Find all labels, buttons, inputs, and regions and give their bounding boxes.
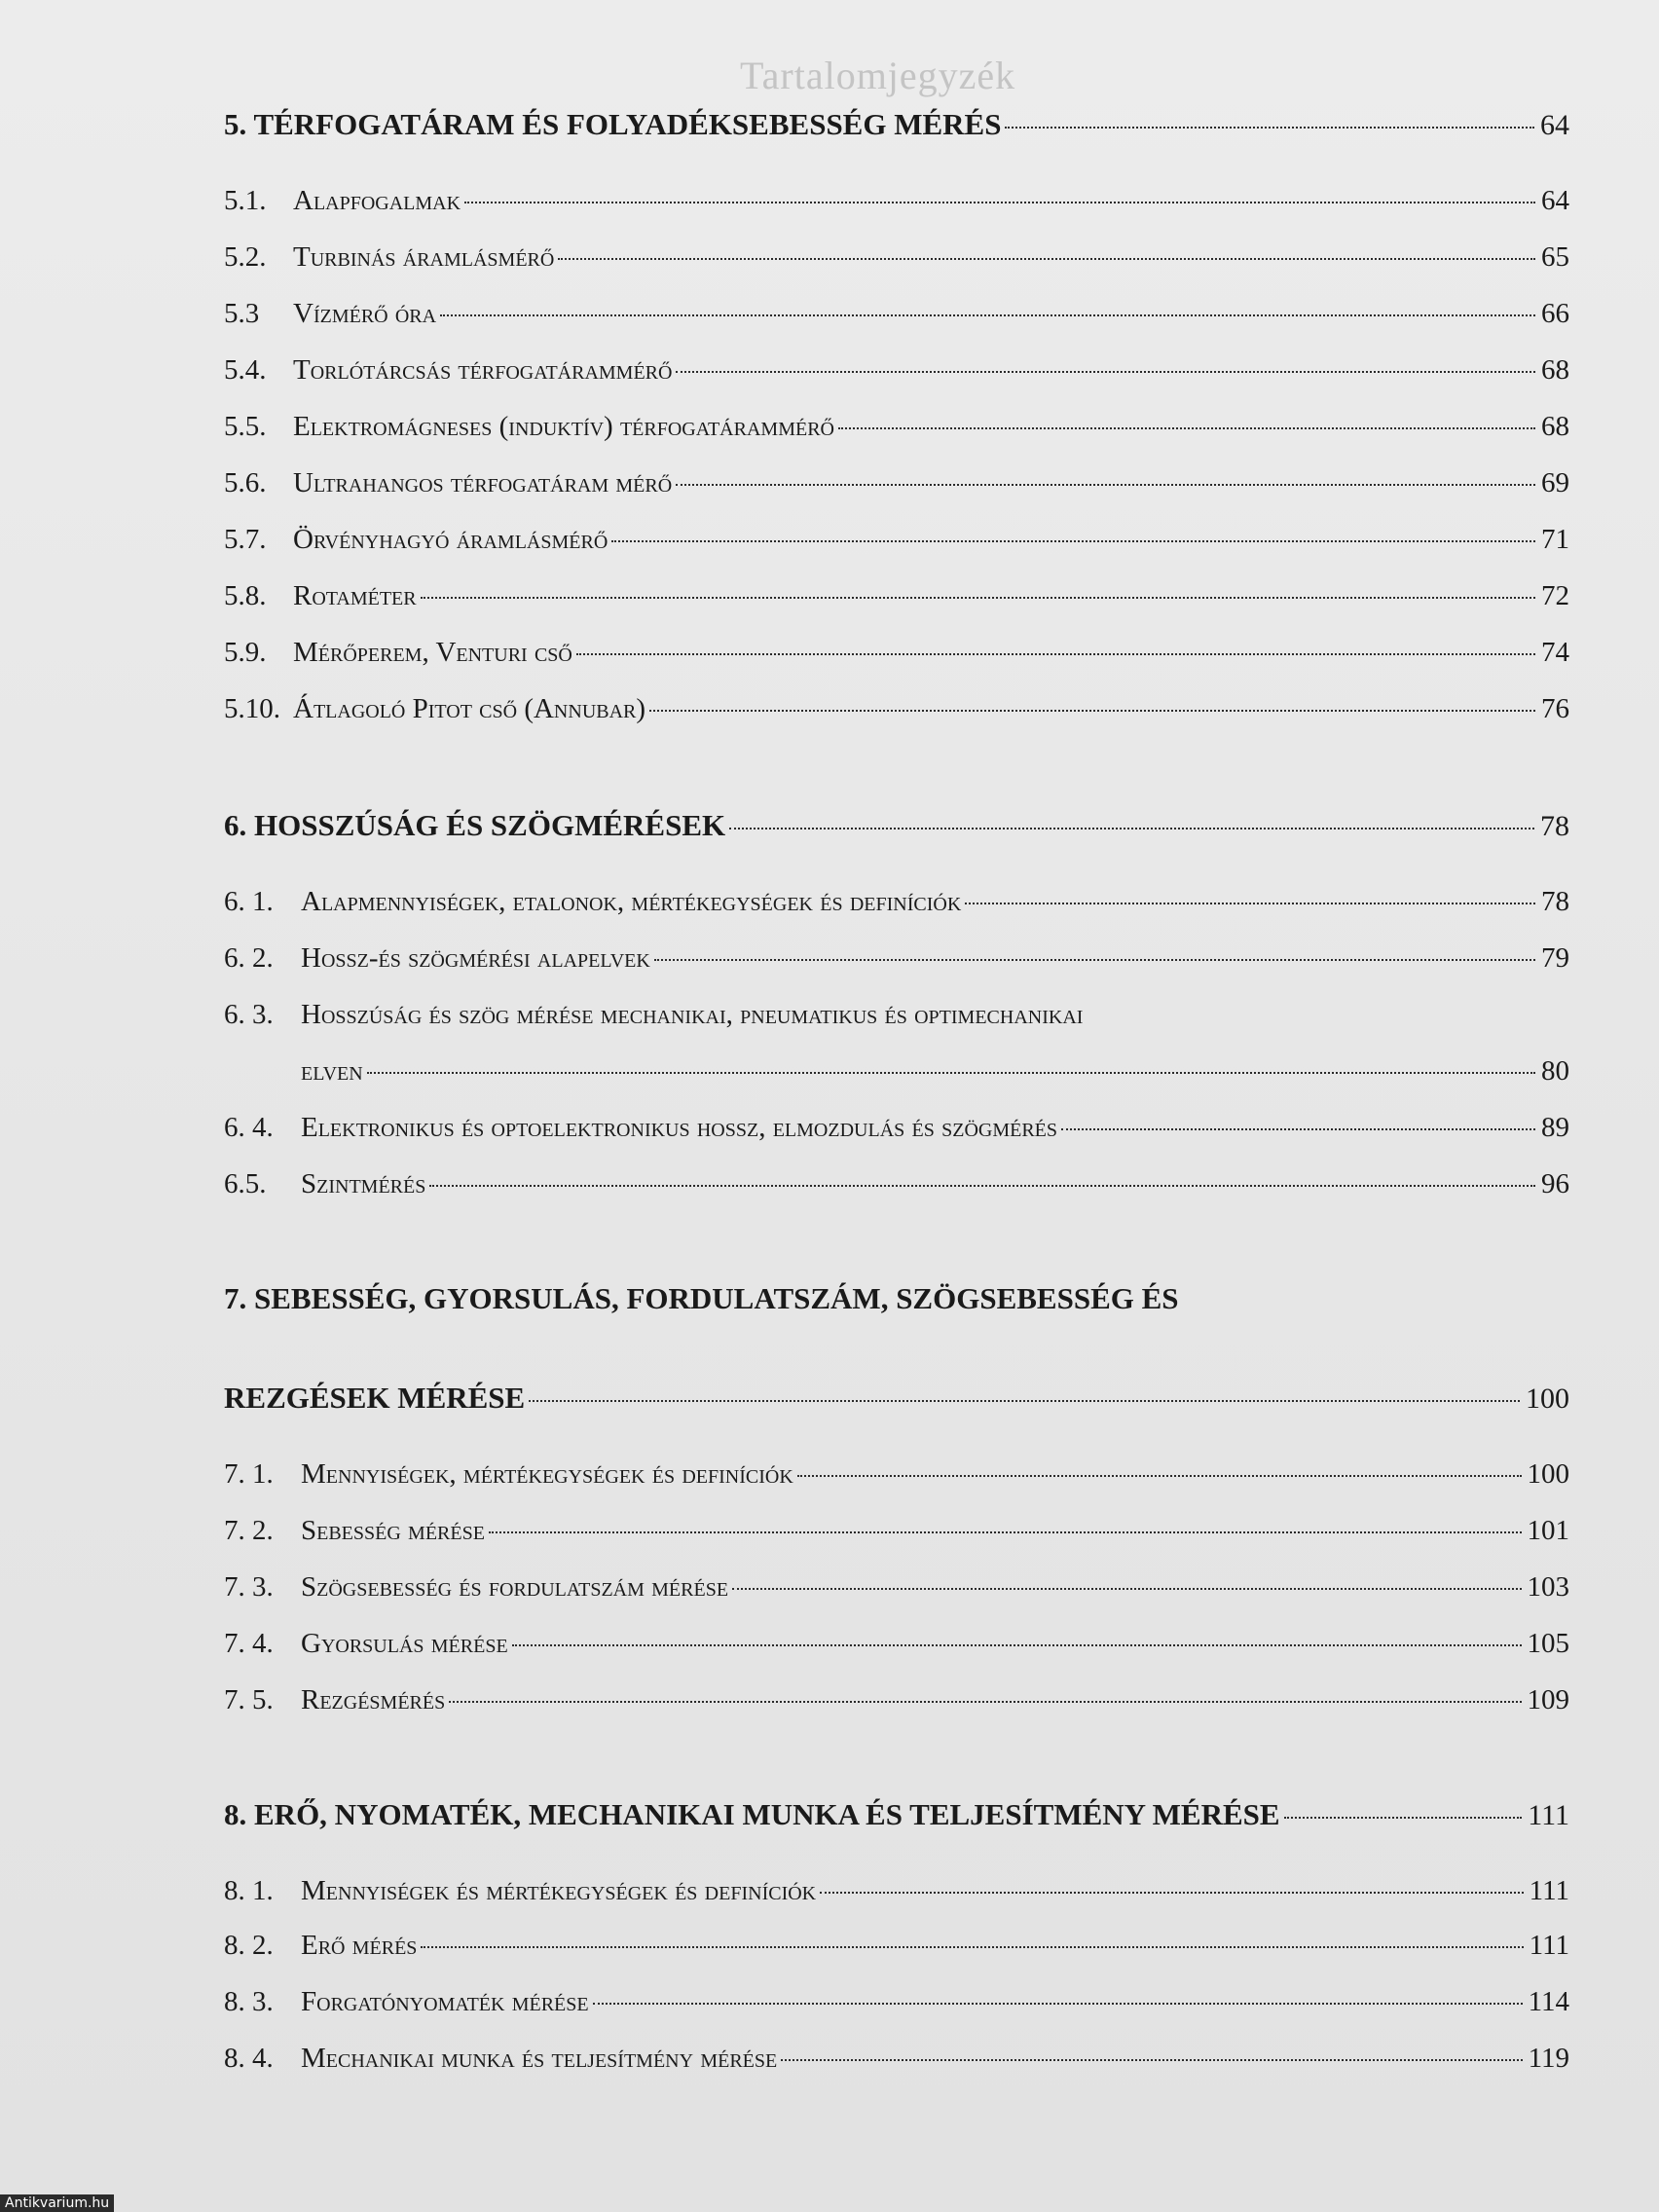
dot-leader [421, 1946, 1523, 1948]
chapter-title: 6. HOSSZÚSÁG ÉS SZÖGMÉRÉSEK [224, 808, 726, 842]
page-number: 111 [1529, 1930, 1569, 1961]
toc-entry [224, 637, 1569, 669]
section-title: Hosszúság és szög mérése mechanikai, pneumatikus és optimechanikai [301, 999, 1084, 1030]
toc-entry [224, 354, 1569, 387]
dot-leader [440, 314, 1535, 316]
dot-leader [421, 597, 1535, 599]
toc-entry [224, 886, 1569, 918]
dot-leader [838, 427, 1535, 429]
section-number: 7. 2. [224, 1515, 274, 1546]
dot-leader [429, 1185, 1535, 1187]
dot-leader [649, 710, 1535, 712]
dot-leader [820, 1892, 1524, 1894]
page-number: 68 [1541, 354, 1569, 386]
dot-leader [1284, 1817, 1523, 1819]
dot-leader [449, 1701, 1521, 1703]
page-number: 105 [1527, 1628, 1569, 1659]
section-number: 8. 3. [224, 1986, 274, 2017]
chapter-title: 8. ERŐ, NYOMATÉK, MECHANIKAI MUNKA ÉS TELJESÍTMÉNY MÉRÉSE [224, 1797, 1280, 1831]
page-number: 72 [1541, 580, 1569, 611]
dot-leader [1061, 1128, 1535, 1130]
section-number: 7. 4. [224, 1628, 274, 1659]
dot-leader [593, 2003, 1523, 2005]
toc-entry [224, 693, 1569, 725]
section-title: Sebesség mérése [301, 1515, 485, 1546]
section-title: Torlótárcsás térfogatárammérő [293, 354, 673, 386]
page-number: 74 [1541, 637, 1569, 668]
toc-chapter-7-title-line1: 7. SEBESSÉG, GYORSULÁS, FORDULATSZÁM, SZÖGSEBESSÉG ÉS [224, 1281, 1179, 1315]
section-number: 8. 1. [224, 1875, 274, 1906]
section-number: 5.1. [224, 185, 267, 216]
toc-entry [224, 1168, 1569, 1200]
dot-leader [576, 653, 1535, 655]
section-number: 5.7. [224, 524, 267, 555]
section-title-continuation: elven [301, 1055, 363, 1087]
chapter-title: REZGÉSEK MÉRÉSE [224, 1381, 526, 1415]
chapter-title: 5. TÉRFOGATÁRAM ÉS FOLYADÉKSEBESSÉG MÉRÉS [224, 107, 1002, 141]
toc-entry [224, 1515, 1569, 1547]
section-title: Szögsebesség és fordulatszám mérése [301, 1571, 729, 1603]
section-number: 5.4. [224, 354, 267, 386]
section-title: Forgatónyomaték mérése [301, 1986, 589, 2017]
toc-entry [224, 524, 1569, 556]
page-number: 119 [1528, 2043, 1569, 2074]
toc-entry-continuation [301, 1055, 1569, 1088]
source-watermark: Antikvarium.hu [0, 2194, 114, 2212]
section-title: Mechanikai munka és teljesítmény mérése [301, 2043, 778, 2074]
dot-leader [797, 1475, 1522, 1477]
section-number: 8. 4. [224, 2043, 274, 2074]
page-number: 109 [1527, 1684, 1569, 1715]
toc-chapter-7 [224, 1381, 1569, 1416]
page-number: 80 [1541, 1055, 1569, 1087]
section-number: 5.6. [224, 467, 267, 498]
section-title: Átlagoló Pitot cső (Annubar) [293, 693, 646, 724]
section-title: Alapfogalmak [293, 185, 461, 216]
section-title: Ultrahangos térfogatáram mérő [293, 467, 673, 498]
dot-leader [512, 1644, 1522, 1646]
page-number: 66 [1541, 298, 1569, 329]
page-number: 111 [1528, 1799, 1569, 1831]
toc-entry [224, 1875, 1569, 1907]
section-number: 5.9. [224, 637, 267, 668]
dot-leader [529, 1400, 1520, 1402]
section-title: Rezgésmérés [301, 1684, 446, 1715]
section-number: 5.2. [224, 241, 267, 273]
dot-leader [367, 1072, 1535, 1074]
page-number: 96 [1541, 1168, 1569, 1199]
toc-entry [224, 298, 1569, 330]
toc-entry [224, 467, 1569, 499]
section-title: Elektronikus és optoelektronikus hossz, elmozdulás és szögmérés [301, 1112, 1058, 1143]
section-number: 6. 2. [224, 942, 274, 974]
toc-entry [224, 999, 1569, 1031]
toc-entry [224, 1986, 1569, 2018]
toc-entry [224, 241, 1569, 274]
page-number: 76 [1541, 693, 1569, 724]
toc-entry [224, 185, 1569, 217]
page-number: 101 [1527, 1515, 1569, 1546]
page-number: 78 [1540, 810, 1569, 842]
section-title: Turbinás áramlásmérő [293, 241, 555, 273]
page-number: 64 [1541, 185, 1569, 216]
section-number: 6. 3. [224, 999, 274, 1030]
section-title: Gyorsulás mérése [301, 1628, 508, 1659]
dot-leader [676, 371, 1535, 373]
toc-entry [224, 1628, 1569, 1660]
dot-leader [676, 484, 1535, 486]
dot-leader [654, 959, 1535, 961]
section-title: Szintmérés [301, 1168, 426, 1199]
toc-chapter-8 [224, 1797, 1569, 1832]
dot-leader [965, 903, 1535, 904]
toc-entry [224, 2043, 1569, 2075]
section-number: 6. 1. [224, 886, 274, 917]
page-number: 103 [1527, 1571, 1569, 1603]
dot-leader [732, 1588, 1521, 1590]
toc-entry [224, 1571, 1569, 1604]
dot-leader [611, 540, 1535, 542]
section-number: 6.5. [224, 1168, 267, 1199]
dot-leader [558, 258, 1535, 260]
section-number: 5.8. [224, 580, 267, 611]
page-number: 100 [1527, 1458, 1569, 1490]
bleed-through-header: Tartalomjegyzék [740, 54, 1016, 97]
toc-entry [224, 1930, 1569, 1962]
toc-entry [224, 411, 1569, 443]
section-number: 5.3 [224, 298, 260, 329]
page-number: 89 [1541, 1112, 1569, 1143]
page-number: 79 [1541, 942, 1569, 974]
toc-chapter-5 [224, 107, 1569, 142]
section-title: Erő mérés [301, 1930, 418, 1961]
section-title: Mennyiségek és mértékegységek és definíciók [301, 1875, 817, 1906]
section-title: Hossz-és szögmérési alapelvek [301, 942, 650, 974]
section-title: Elektromágneses (induktív) térfogatárammérő [293, 411, 834, 442]
page-number: 71 [1541, 524, 1569, 555]
toc-chapter-6 [224, 808, 1569, 843]
section-number: 5.10. [224, 693, 280, 724]
section-title: Vízmérő óra [293, 298, 437, 329]
section-number: 5.5. [224, 411, 267, 442]
section-number: 7. 1. [224, 1458, 274, 1490]
dot-leader [489, 1531, 1522, 1533]
page-number: 68 [1541, 411, 1569, 442]
section-title: Mérőperem, Venturi cső [293, 637, 572, 668]
page-number: 114 [1528, 1986, 1569, 2017]
section-number: 7. 5. [224, 1684, 274, 1715]
dot-leader [781, 2059, 1522, 2061]
page-number: 65 [1541, 241, 1569, 273]
dot-leader [464, 202, 1535, 203]
section-title: Mennyiségek, mértékegységek és definíciók [301, 1458, 793, 1490]
page-number: 64 [1540, 109, 1569, 141]
dot-leader [1005, 127, 1534, 129]
section-title: Rotaméter [293, 580, 417, 611]
page-number: 100 [1526, 1382, 1569, 1415]
dot-leader [729, 828, 1534, 830]
toc-entry [224, 580, 1569, 612]
section-number: 7. 3. [224, 1571, 274, 1603]
section-number: 8. 2. [224, 1930, 274, 1961]
toc-entry [224, 1458, 1569, 1491]
toc-entry [224, 942, 1569, 975]
page-number: 69 [1541, 467, 1569, 498]
toc-entry [224, 1112, 1569, 1144]
section-number: 6. 4. [224, 1112, 274, 1143]
page-number: 78 [1541, 886, 1569, 917]
section-title: Alapmennyiségek, etalonok, mértékegységek és definíciók [301, 886, 962, 917]
page-number: 111 [1529, 1875, 1569, 1906]
section-title: Örvényhagyó áramlásmérő [293, 524, 608, 555]
toc-entry [224, 1684, 1569, 1716]
